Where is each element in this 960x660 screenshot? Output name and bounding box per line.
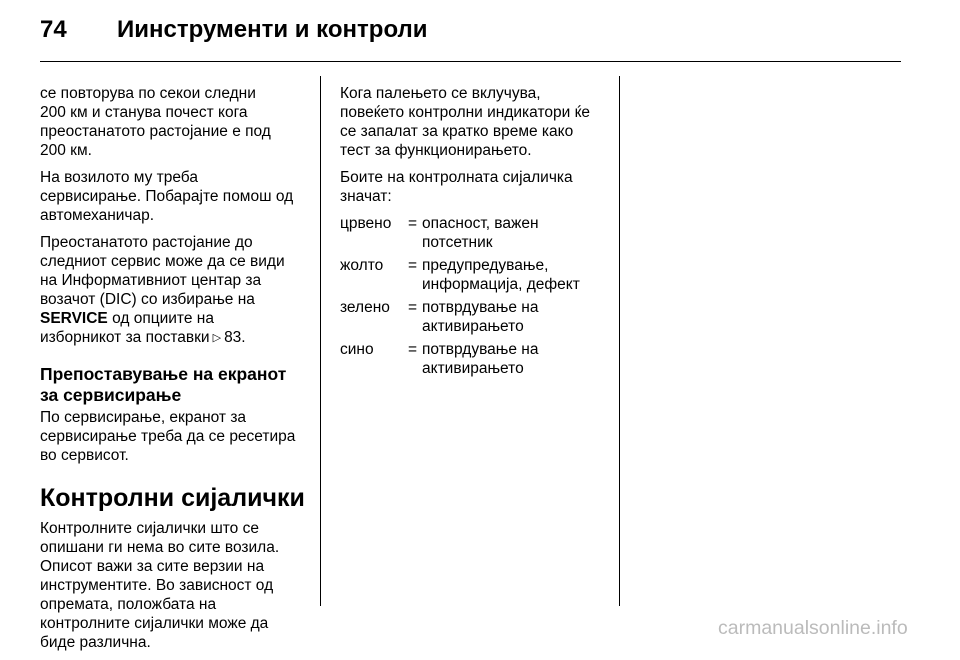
page-number: 74 [40,16,67,43]
paragraph: На возилото му треба сервисирање. Побарајте помош од автомеханичар. [40,169,294,224]
color-name: жолто [340,257,384,274]
column-divider-right [619,76,620,606]
equals-sign: = [408,215,418,232]
equals-sign: = [408,299,418,316]
color-meaning: предупредување, информација, дефект [422,257,580,293]
paragraph: Кога палењето се вклучува, повеќето контролни индикатори ќе се запалат за кратко време како тест за функционирањето. [340,85,590,159]
paragraph: се повторува по секои следни 200 км и станува почест кога преостанатото растојание е под 200 км. [40,85,271,159]
color-name: зелено [340,299,390,316]
service-keyword: SERVICE [40,310,108,327]
paragraph-text: Преостанатото растојание до следниот сервис може да се види на Информативниот центар за возачот (DIC) со избирање на [40,234,285,308]
left-column [40,84,310,660]
color-name: црвено [340,215,392,232]
color-meaning: потврдување на активирањето [422,299,539,335]
section-title: Контролни сијалички [40,484,305,512]
equals-sign: = [408,257,418,274]
paragraph: По сервисирање, екранот за сервисирање треба да се ресетира во сервисот. [40,409,296,464]
color-meaning: опасност, важен потсетник [422,215,539,251]
color-meaning: потврдување на активирањето [422,341,539,377]
column-divider-left [320,76,321,606]
middle-column [340,84,610,378]
color-name: сино [340,341,374,358]
paragraph: Боите на контролната сијаличка значат: [340,169,573,205]
header-rule [40,61,901,62]
color-meaning-table [340,214,610,378]
paragraph-text: од опциите на [107,310,214,327]
paragraph: Контролните сијалички што се опишани ги нема во сите возила. Описот важи за сите верзии на инструментите. Во зависност од опремата, положбата на контролните сијалички може да биде различна. [40,520,280,651]
watermark: carmanualsonline.info [718,617,908,639]
arrow-right-icon: ▷ [212,332,222,344]
subheading-service-reset: Препоставување на екранот за сервисирање [40,364,287,405]
paragraph-service-info [40,233,310,348]
page-title: Иинструменти и контроли [117,16,428,43]
paragraph-text: изборникот за поставки [40,329,210,346]
equals-sign: = [408,341,418,358]
page-reference-link[interactable]: 83. [224,329,246,346]
